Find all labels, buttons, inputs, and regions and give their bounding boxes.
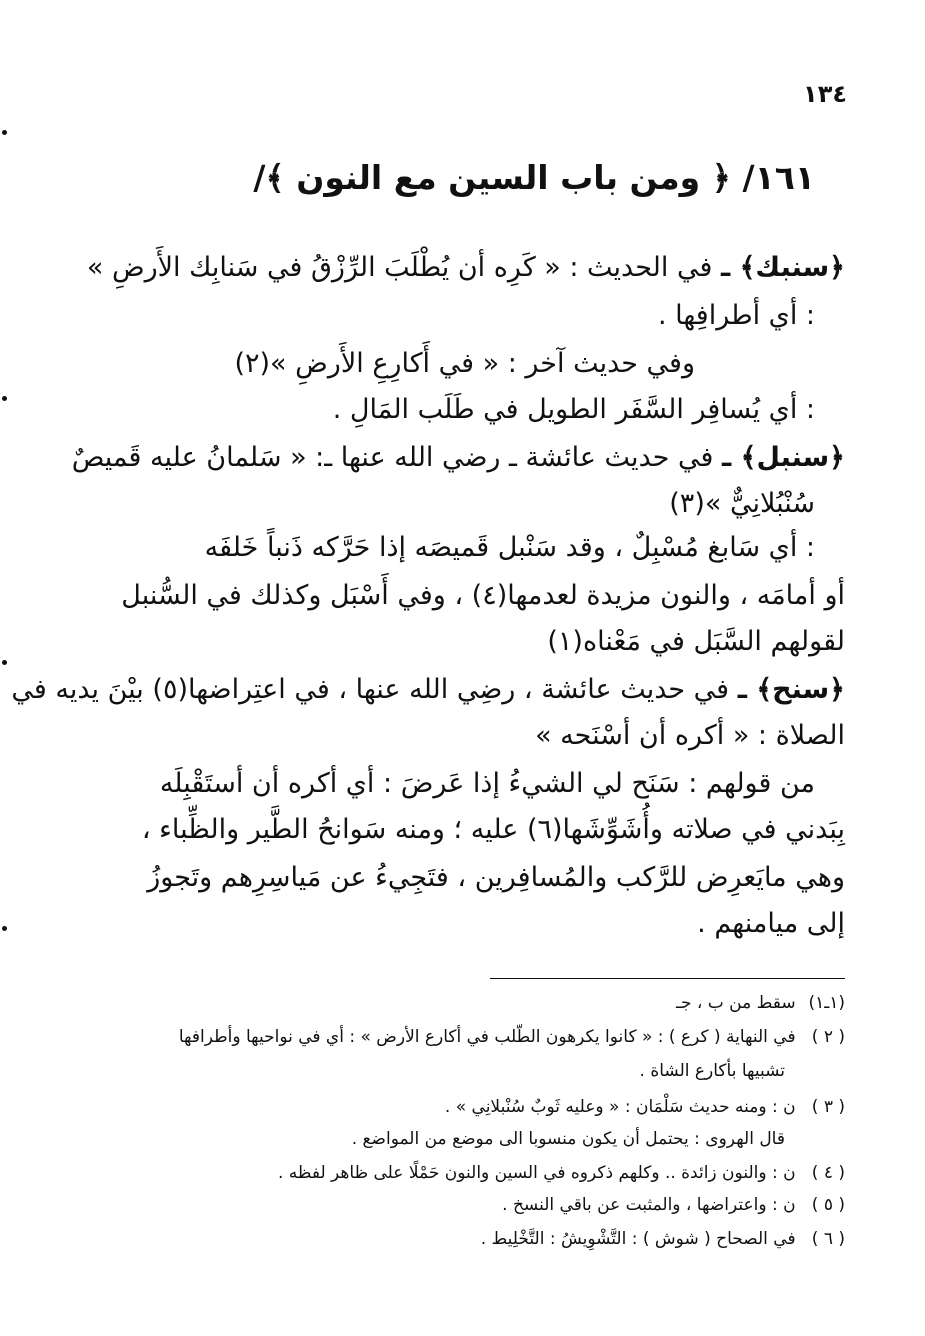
entry-line: سُنْبُلانِيٌّ »(٣)	[669, 488, 815, 519]
entry-line	[86, 250, 845, 286]
footnote-number: ( ٢ )	[811, 1027, 845, 1047]
footnote-continuation: قال الهروى : يحتمل أن يكون منسوبا الى موضع من المواضع .	[351, 1129, 785, 1149]
footnote	[105, 990, 845, 1016]
entry-text: في الحديث : « كَرِه أن يُطْلَبَ الرِّزْقُ في سَنابِك الأَرضِ »	[86, 252, 713, 283]
footnote	[105, 1192, 845, 1218]
footnote-text: في النهاية ( كرع ) : « كانوا يكرهون الطّلب في أكارع الأرض » : أي في نواحيها وأطرافها	[178, 1027, 796, 1047]
entry-line: أو أمامَه ، والنون مزيدة لعدمها(٤) ، وفي أَسْبَل وكذلك في السُّنبل	[121, 580, 845, 611]
footnote	[105, 1160, 845, 1186]
entry-line: الصلاة : « أكره أن أسْنَحه »	[535, 720, 845, 751]
entry-line: : أي يُسافِر السَّفَر الطويل في طَلَب المَالِ .	[332, 394, 815, 425]
entry-text: في حديث عائشة ـ رضي الله عنها ـ: « سَلمانُ عليه قَميصٌ	[71, 442, 714, 473]
entry-line: من قولهم : سَنَح لي الشيءُ إذا عَرضَ : أي أكره أن أستَقْبِلَه	[159, 768, 815, 799]
footnote-text: سقط من ب ، جـ	[675, 993, 796, 1013]
entry-line	[11, 672, 845, 708]
scan-speck	[2, 396, 7, 401]
entry-line: : أي أطرافِها .	[657, 300, 815, 331]
entry-term: ﴿سنبك﴾ ـ	[720, 252, 845, 283]
footnote-number: ( ٥ )	[811, 1195, 845, 1215]
footnote	[105, 1024, 845, 1050]
footnote-number: (١ـ١)	[808, 993, 845, 1013]
entry-line: إلى ميامنهم .	[697, 908, 845, 939]
entry-text: في حديث عائشة ، رضِي الله عنها ، في اعتِراضها(٥) بيْنَ يديه في	[11, 674, 730, 705]
footnote-text: ن : والنون زائدة .. وكلهم ذكروه في السين والنون حَمْلًا على ظاهر لفظه .	[278, 1163, 796, 1183]
footnote-number: ( ٤ )	[811, 1163, 845, 1183]
footnote-text: في الصحاح ( شوش ) : التَّشْوِيشُ : التَّخْلِيط .	[480, 1229, 796, 1249]
entry-line: وهي مايَعرِض للرَّكب والمُسافِرين ، فتَجِيءُ عن مَياسِرِهم وتَجوزُ	[147, 862, 845, 893]
footnote	[105, 1094, 845, 1120]
footnote-number: ( ٦ )	[811, 1229, 845, 1249]
footnote	[105, 1226, 845, 1252]
scan-speck	[2, 926, 7, 931]
scan-speck	[2, 660, 7, 665]
entry-line: وفي حديث آخر : « في أَكارِعِ الأَرضِ »(٢)	[234, 348, 695, 379]
footnote-divider	[490, 978, 845, 979]
section-heading: ١٦١/ ﴿ ومن باب السين مع النون ﴾/	[253, 158, 815, 197]
entry-line	[71, 440, 845, 476]
entry-term: ﴿سنح﴾ ـ	[737, 674, 845, 705]
scan-speck	[2, 130, 7, 135]
footnote-text: ن : ومنه حديث سَلْمَان : « وعليه ثَوبٌ سُنْبلانِي » .	[444, 1097, 796, 1117]
entry-line: لقولهم السَّبَل في مَعْناه(١)	[547, 626, 845, 657]
footnote-text: ن : واعتراضها ، والمثبت عن باقي النسخ .	[502, 1195, 796, 1215]
footnote-continuation: تشبيها بأكارع الشاة .	[639, 1061, 785, 1081]
entry-line: بِبَدني في صلاته وأُشَوِّشَها(٦) عليه ؛ ومنه سَوانحُ الطَّير والظِّباء ،	[141, 814, 845, 845]
page-number: ١٣٤	[803, 80, 847, 108]
entry-term: ﴿سنبل﴾ ـ	[722, 442, 845, 473]
footnote-number: ( ٣ )	[811, 1097, 845, 1117]
entry-line: : أي سَابغ مُسْبِلٌ ، وقد سَنْبل قَميصَه إذا حَرَّكه ذَنباً خَلفَه	[204, 532, 815, 563]
